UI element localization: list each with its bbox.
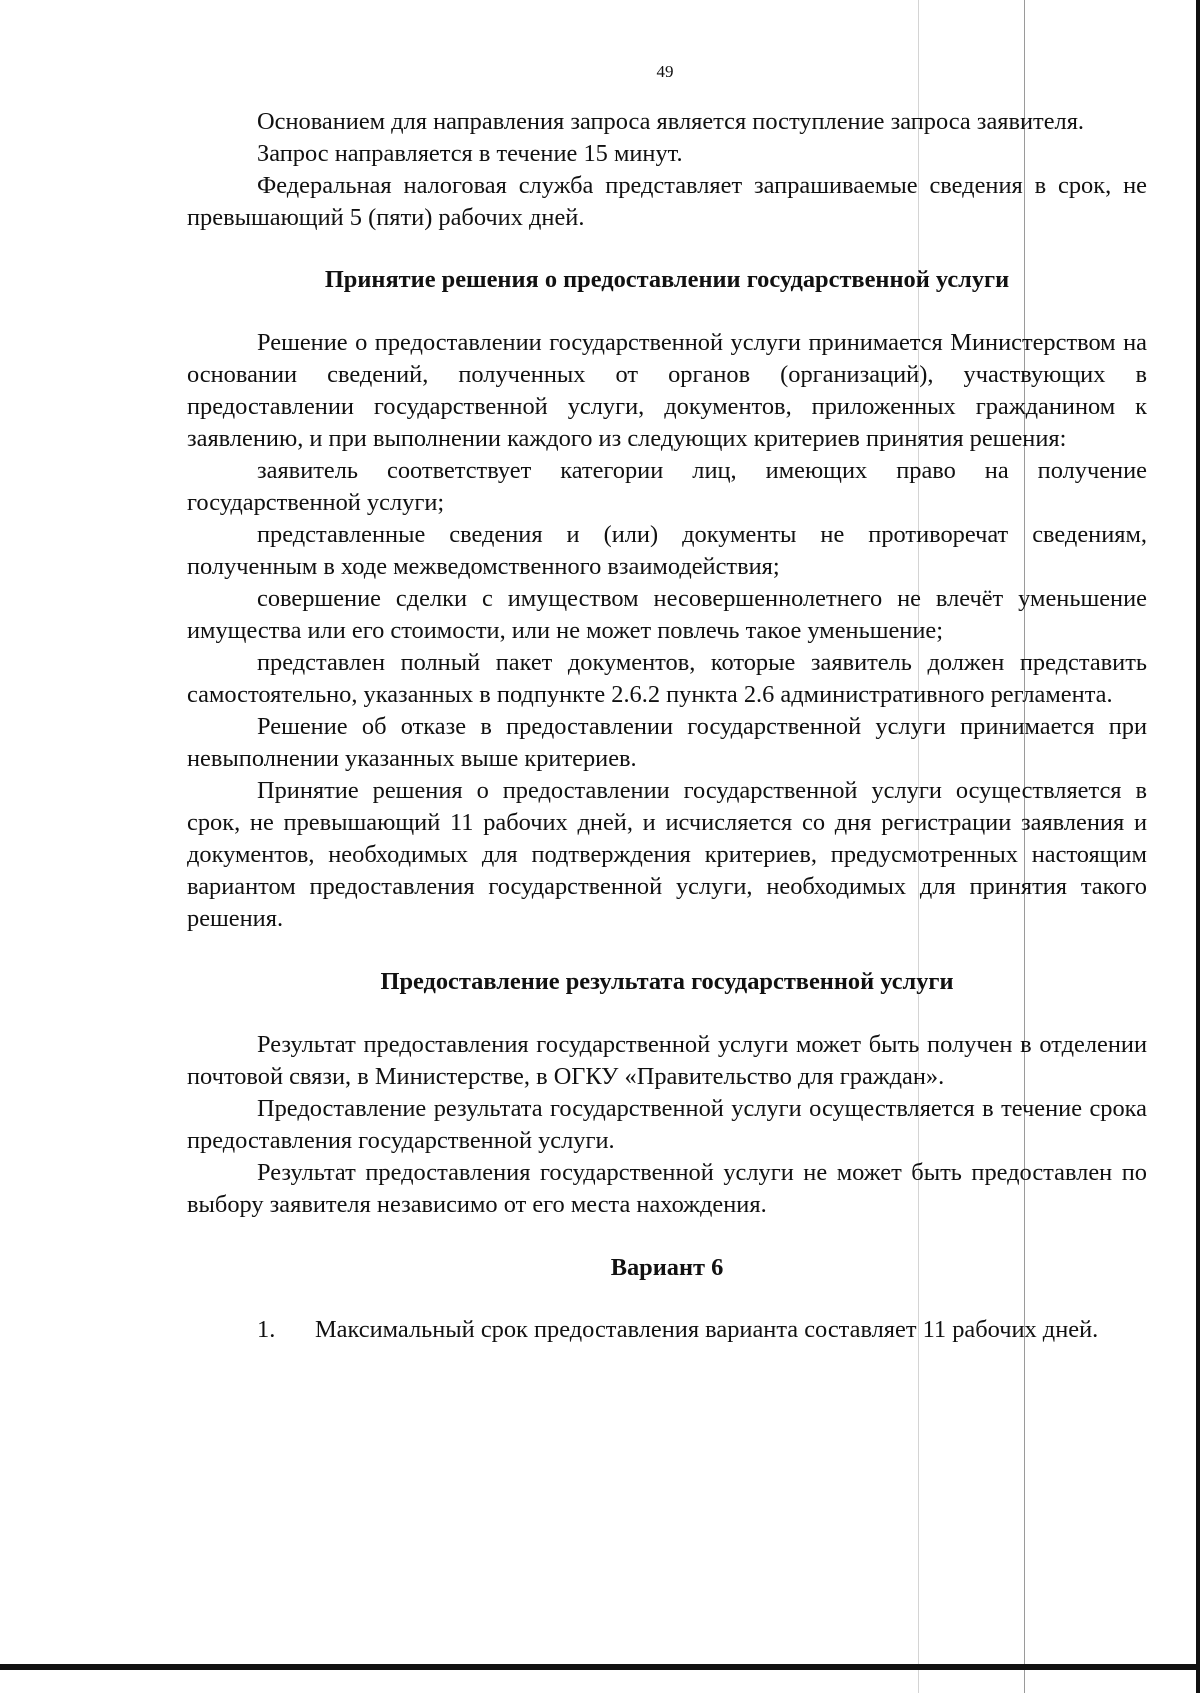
variant-heading: Вариант 6 <box>610 1254 724 1281</box>
paragraph: совершение сделки с имуществом несовершеннолетнего не влечёт уменьшение имущества или его стоимости, или не может повлечь такое уменьшение; <box>187 585 1147 644</box>
paragraph: представленные сведения и (или) документы не противоречат сведениям, полученным в ходе межведомственного взаимодействия; <box>187 521 1147 580</box>
paragraph: Решение об отказе в предоставлении государственной услуги принимается при невыполнении указанных выше критериев. <box>187 713 1147 772</box>
paragraph: Федеральная налоговая служба представляет запрашиваемые сведения в срок, не превышающий 5 (пяти) рабочих дней. <box>187 172 1147 231</box>
numbered-item <box>187 1314 1147 1346</box>
section-heading: Предоставление результата государственной услуги <box>380 968 954 995</box>
page-number: 49 <box>656 62 674 81</box>
document-body <box>187 106 1147 1346</box>
item-number: 1. <box>257 1316 276 1343</box>
scan-border-right <box>1196 0 1200 1693</box>
paragraph: Запрос направляется в течение 15 минут. <box>257 140 683 167</box>
paragraph: Основанием для направления запроса является поступление запроса заявителя. <box>257 108 1085 135</box>
paragraph: Решение о предоставлении государственной услуги принимается Министерством на основании сведений, полученных от органов (организаций), участвующих в предоставлении государственной услуги, документов, приложенных гражданином к заявлению, и при выполнении каждого из следующих критериев принятия решения: <box>187 329 1147 452</box>
paragraph: заявитель соответствует категории лиц, имеющих право на получение государственной услуги; <box>187 457 1147 516</box>
paragraph: Результат предоставления государственной услуги не может быть предоставлен по выбору заявителя независимо от его места нахождения. <box>187 1159 1147 1218</box>
paragraph: Предоставление результата государственной услуги осуществляется в течение срока предоставления государственной услуги. <box>187 1095 1147 1154</box>
item-text: Максимальный срок предоставления варианта составляет 11 рабочих дней. <box>315 1316 1099 1343</box>
paragraph: Результат предоставления государственной услуги может быть получен в отделении почтовой связи, в Министерстве, в ОГКУ «Правительство для граждан». <box>187 1031 1147 1090</box>
paragraph: представлен полный пакет документов, которые заявитель должен представить самостоятельно, указанных в подпункте 2.6.2 пункта 2.6 административного регламента. <box>187 649 1147 708</box>
paragraph: Принятие решения о предоставлении государственной услуги осуществляется в срок, не превышающий 11 рабочих дней, и исчисляется со дня регистрации заявления и документов, необходимых для подтверждения критериев, предусмотренных настоящим вариантом предоставления государственной услуги, необходимых для принятия такого решения. <box>187 777 1147 932</box>
scan-border-bottom <box>0 1664 1200 1670</box>
section-heading: Принятие решения о предоставлении государственной услуги <box>324 266 1010 293</box>
